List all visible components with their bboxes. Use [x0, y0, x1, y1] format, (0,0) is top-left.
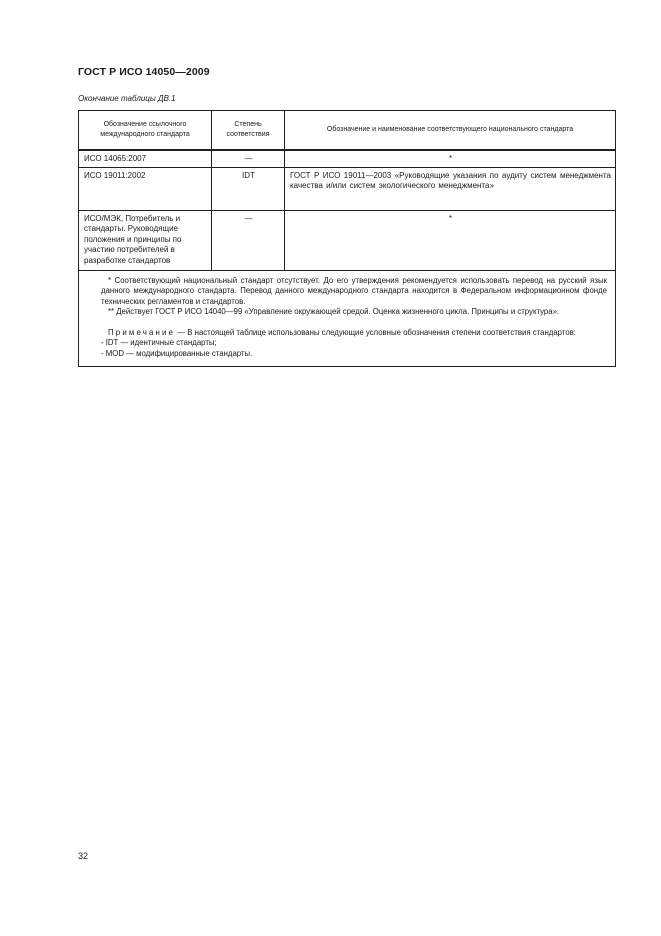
cell-reference — [79, 210, 212, 270]
cell-text: — — [244, 154, 253, 163]
cell-text: — — [244, 213, 253, 223]
cell-text: ГОСТ Р ИСО 19011—2003 «Руководящие указания по аудиту систем менеджмента качества и/или систем экологического менеджмента» — [290, 170, 611, 190]
cell-degree — [212, 210, 285, 270]
cell-text: ИСО/МЭК, Потребитель и стандарты. Руководящие положения и принципы по участию потребителей в разработке стандартов — [84, 213, 182, 265]
footnote-double-star: ** Действует ГОСТ Р ИСО 14040—99 «Управление окружающей средой. Оценка жизненного цикла. Принципы и структура». — [108, 307, 560, 317]
cell-degree — [212, 167, 285, 210]
cell-text: * — [448, 154, 453, 163]
page-number: 32 — [78, 851, 89, 861]
legend-item-idt: - IDT — идентичные стандарты; — [101, 338, 217, 348]
column-header-national: Обозначение и наименование соответствующего национального стандарта — [285, 111, 616, 151]
column-header-reference: Обозначение ссылочного международного стандарта — [79, 111, 212, 151]
legend-item-mod: - MOD — модифицированные стандарты. — [101, 349, 253, 359]
note-text: — В настоящей таблице использованы следующие условные обозначения степени соответствия стандартов: — [175, 327, 576, 337]
cell-text: * — [448, 213, 453, 223]
table-caption: Окончание таблицы ДВ.1 — [78, 94, 176, 103]
table-notes — [79, 270, 616, 366]
cell-reference — [79, 150, 212, 167]
cell-degree — [212, 150, 285, 167]
table-note — [101, 328, 607, 339]
footnote-single-star: * Соответствующий национальный стандарт отсутствует. До его утверждения рекомендуется использовать перевод на русский язык данного международного стандарта. Перевод данного международного стандарта находится в Федеральном информационном фонде технических регламентов и стандартов. — [101, 275, 607, 306]
cell-text: ИСО 19011:2002 — [84, 170, 146, 180]
standards-table — [78, 110, 616, 367]
note-label: Примечание — [108, 327, 176, 337]
cell-national — [285, 210, 616, 270]
table-row — [79, 210, 616, 270]
page-header: ГОСТ Р ИСО 14050—2009 — [78, 66, 210, 78]
cell-national — [285, 150, 616, 167]
cell-text: ИСО 14065:2007 — [84, 154, 147, 163]
table-row — [79, 150, 616, 167]
table-row — [79, 167, 616, 210]
cell-national — [285, 167, 616, 210]
column-header-degree: Степень соответствия — [212, 111, 285, 151]
table-header-row — [79, 111, 616, 151]
cell-text: IDT — [242, 170, 255, 180]
cell-reference — [79, 167, 212, 210]
table-notes-row — [79, 270, 616, 366]
